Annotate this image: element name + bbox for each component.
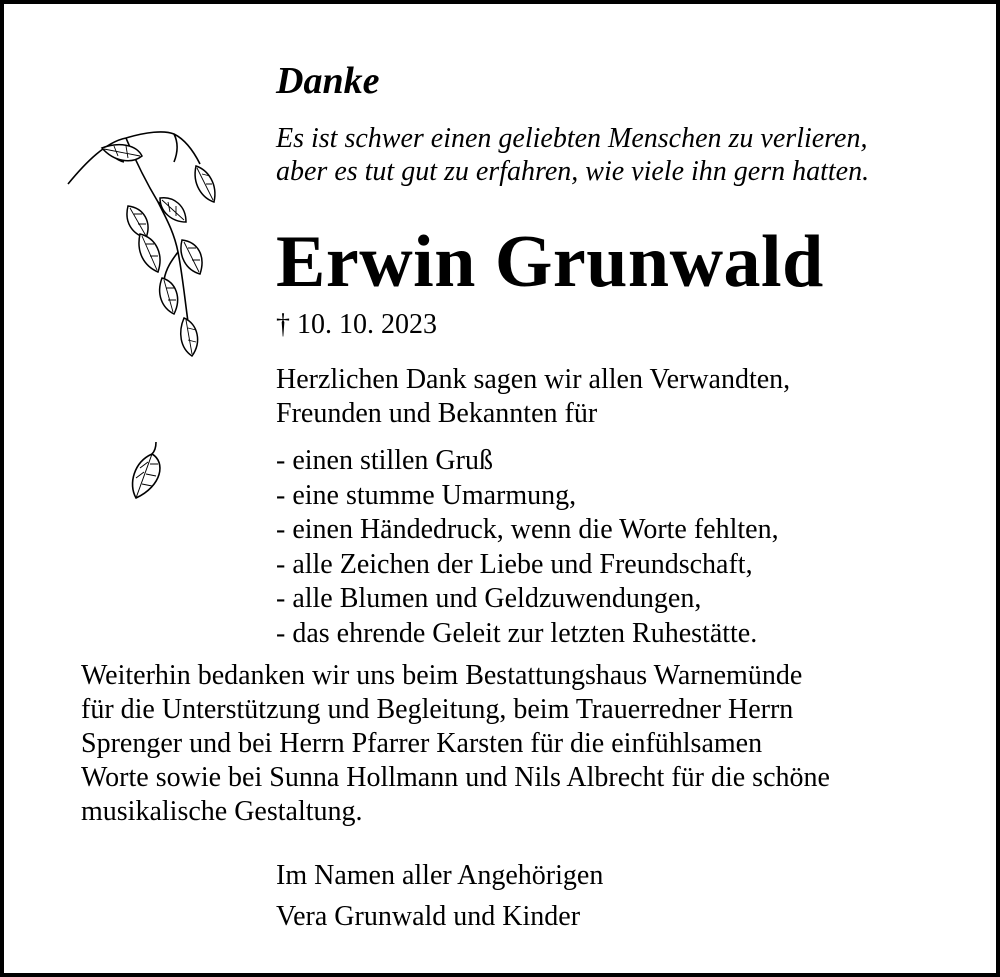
quote-line: aber es tut gut zu erfahren, wie viele ihn gern hatten. bbox=[276, 156, 870, 187]
paragraph-line: Worte sowie bei Sunna Hollmann und Nils Albrecht für die schöne bbox=[81, 762, 830, 793]
list-item: - das ehrende Geleit zur letzten Ruhestätte. bbox=[276, 617, 758, 649]
list-item: - alle Blumen und Geldzuwendungen, bbox=[276, 583, 702, 614]
signature-line: Vera Grunwald und Kinder bbox=[276, 901, 581, 932]
thanks-line: Herzlichen Dank sagen wir allen Verwandten, bbox=[276, 364, 791, 395]
list-item: - einen Händedruck, wenn die Worte fehlten, bbox=[276, 514, 779, 545]
list-item: - alle Zeichen der Liebe und Freundschaft, bbox=[276, 548, 753, 580]
paragraph-line: musikalische Gestaltung. bbox=[81, 796, 363, 827]
acknowledgement-paragraph bbox=[81, 659, 830, 829]
signature-line: Im Namen aller Angehörigen bbox=[276, 860, 604, 891]
thanks-list bbox=[276, 444, 779, 651]
paragraph-line: für die Unterstützung und Begleitung, beim Trauerredner Herrn bbox=[81, 694, 794, 725]
heading-danke: Danke bbox=[276, 60, 380, 102]
falling-leaf-icon bbox=[126, 440, 170, 502]
quote-line: Es ist schwer einen geliebten Menschen zu verlieren, bbox=[276, 123, 868, 154]
list-item: - einen stillen Gruß bbox=[276, 445, 493, 476]
paragraph-line: Sprenger und bei Herrn Pfarrer Karsten für die einfühlsamen bbox=[81, 728, 763, 759]
thanks-line: Freunden und Bekannten für bbox=[276, 398, 598, 429]
thanks-intro bbox=[276, 363, 790, 431]
list-item: - eine stumme Umarmung, bbox=[276, 479, 577, 511]
death-date: † 10. 10. 2023 bbox=[276, 309, 437, 340]
paragraph-line: Weiterhin bedanken wir uns beim Bestattungshaus Warnemünde bbox=[81, 660, 803, 691]
signature bbox=[276, 855, 603, 937]
birch-branch-icon bbox=[66, 122, 236, 374]
deceased-name: Erwin Grunwald bbox=[276, 221, 824, 303]
quote bbox=[276, 122, 869, 188]
